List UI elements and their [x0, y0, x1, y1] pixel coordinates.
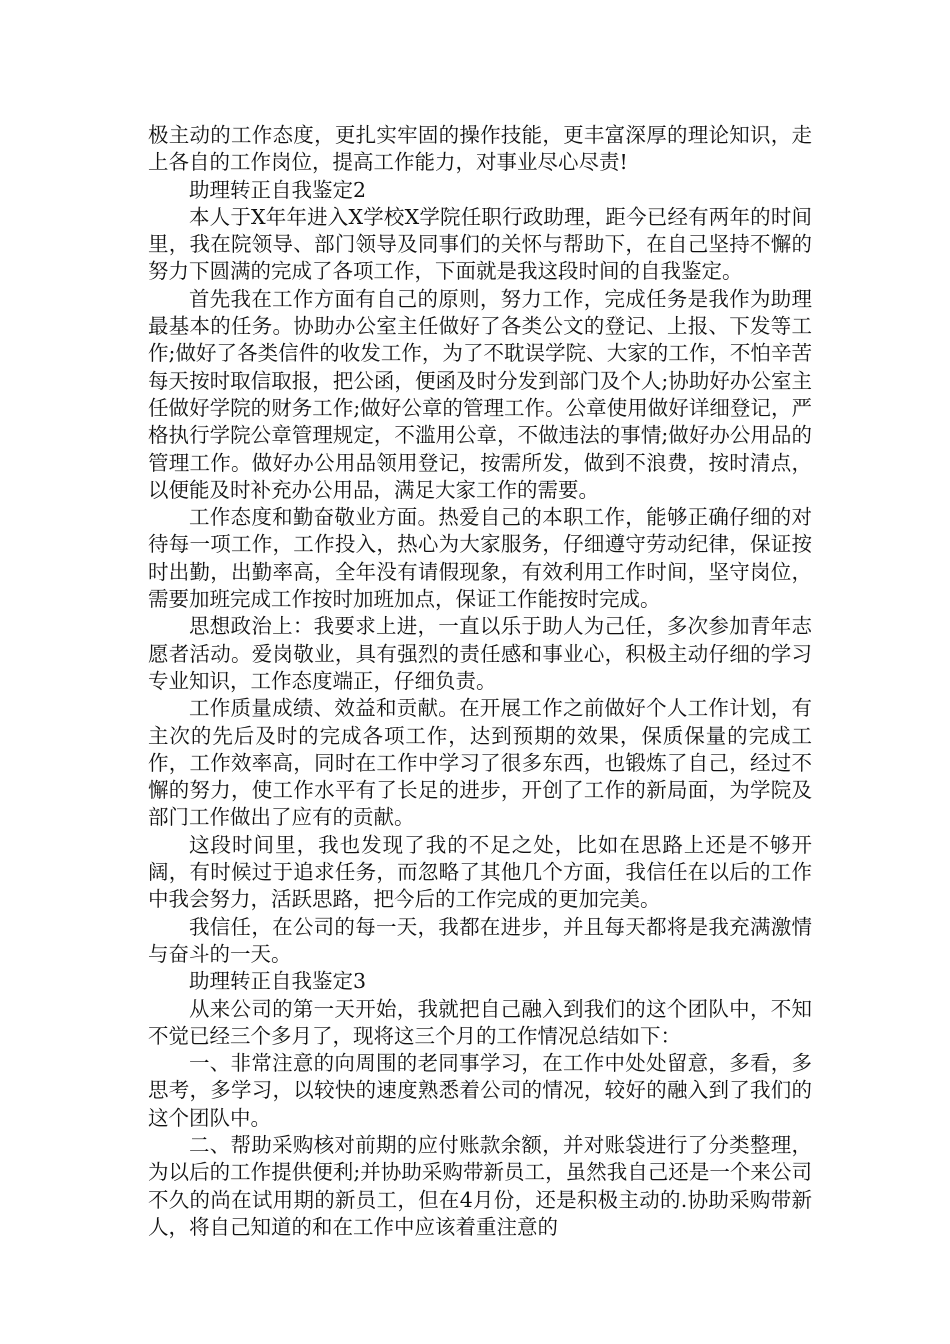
paragraph: 思想政治上：我要求上进，一直以乐于助人为己任，多次参加青年志愿者活动。爱岗敬业，具有强烈的责任感和事业心，积极主动仔细的学习专业知识，工作态度端正，仔细负责。 [148, 614, 812, 693]
paragraph: 这段时间里，我也发现了我的不足之处，比如在思路上还是不够开阔，有时候过于追求任务，而忽略了其他几个方面，我信任在以后的工作中我会努力，活跃思路，把今后的工作完成的更加完美。 [148, 832, 812, 912]
paragraph: 从来公司的第一天开始，我就把自己融入到我们的这个团队中，不知不觉已经三个多月了，现将这三个月的工作情况总结如下： [148, 996, 812, 1048]
section-heading-2: 助理转正自我鉴定2 [189, 177, 367, 202]
document-body [148, 122, 812, 1241]
paragraph: 一、非常注意的向周围的老同事学习，在工作中处处留意，多看，多思考，多学习，以较快的速度熟悉着公司的情况，较好的融入到了我们的这个团队中。 [148, 1051, 812, 1130]
paragraph: 工作质量成绩、效益和贡献。在开展工作之前做好个人工作计划，有主次的先后及时的完成各项工作，达到预期的效果，保质保量的完成工作，工作效率高，同时在工作中学习了很多东西，也锻炼了自己，经过不懈的努力，使工作水平有了长足的进步，开创了工作的新局面，为学院及部门工作做出了应有的贡献。 [148, 696, 812, 830]
paragraph-continuation: 极主动的工作态度，更扎实牢固的操作技能，更丰富深厚的理论知识，走上各自的工作岗位，提高工作能力，对事业尽心尽责! [148, 123, 812, 175]
paragraph: 二、帮助采购核对前期的应付账款余额，并对账袋进行了分类整理，为以后的工作提供便利;并协助采购带新员工，虽然我自己还是一个来公司不久的尚在试用期的新员工，但在4月份，还是积极主动的.协助采购带新人，将自己知道的和在工作中应该着重注意的 [148, 1132, 812, 1239]
paragraph: 首先我在工作方面有自己的原则，努力工作，完成任务是我作为助理最基本的任务。协助办公室主任做好了各类公文的登记、上报、下发等工作;做好了各类信件的收发工作，为了不耽误学院、大家的工作，不怕辛苦每天按时取信取报，把公函，便函及时分发到部门及个人;协助好办公室主任做好学院的财务工作;做好公章的管理工作。公章使用做好详细登记，严格执行学院公章管理规定，不滥用公章，不做违法的事情;做好办公用品的管理工作。做好办公用品领用登记，按需所发，做到不浪费，按时清点，以便能及时补充办公用品，满足大家工作的需要。 [148, 286, 812, 502]
paragraph: 我信任，在公司的每一天，我都在进步，并且每天都将是我充满激情与奋斗的一天。 [148, 914, 812, 966]
paragraph: 本人于X年年进入X学校X学院任职行政助理，距今已经有两年的时间里，我在院领导、部门领导及同事们的关怀与帮助下，在自己坚持不懈的努力下圆满的完成了各项工作，下面就是我这段时间的自我鉴定。 [148, 204, 812, 284]
paragraph: 工作态度和勤奋敬业方面。热爱自己的本职工作，能够正确仔细的对待每一项工作，工作投入，热心为大家服务，仔细遵守劳动纪律，保证按时出勤，出勤率高，全年没有请假现象，有效利用工作时间，坚守岗位，需要加班完成工作按时加班加点，保证工作能按时完成。 [148, 505, 812, 612]
section-heading-3: 助理转正自我鉴定3 [189, 969, 367, 994]
